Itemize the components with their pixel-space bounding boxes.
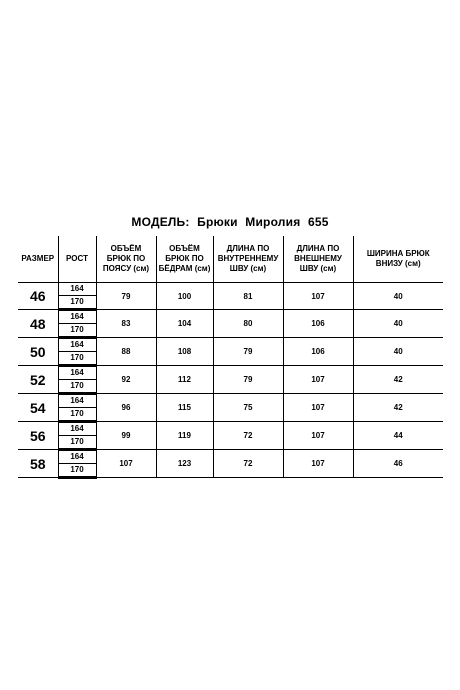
- hips-cell: 119: [156, 422, 213, 450]
- size-cell: 52: [18, 366, 58, 394]
- height-cell: 170: [58, 352, 96, 366]
- inseam-cell: 79: [213, 338, 283, 366]
- hips-cell: 100: [156, 283, 213, 310]
- waist-cell: 96: [96, 394, 156, 422]
- waist-cell: 88: [96, 338, 156, 366]
- outseam-cell: 107: [283, 366, 353, 394]
- title-item: Брюки: [197, 215, 238, 229]
- header-inseam: ДЛИНА ПО ВНУТРЕННЕМУ ШВУ (см): [213, 236, 283, 283]
- height-cell: 170: [58, 408, 96, 422]
- outseam-cell: 107: [283, 422, 353, 450]
- size-cell: 56: [18, 422, 58, 450]
- size-cell: 46: [18, 283, 58, 310]
- height-cell: 164: [58, 394, 96, 408]
- header-size: РАЗМЕР: [18, 236, 58, 283]
- inseam-cell: 72: [213, 450, 283, 478]
- title-label: МОДЕЛЬ:: [131, 215, 190, 229]
- height-cell: 164: [58, 338, 96, 352]
- bottom-width-cell: 46: [353, 450, 443, 478]
- waist-cell: 107: [96, 450, 156, 478]
- bottom-width-cell: 42: [353, 394, 443, 422]
- header-hips: ОБЪЁМ БРЮК ПО БЁДРАМ (см): [156, 236, 213, 283]
- table-row: [18, 394, 443, 408]
- header-row: [18, 236, 443, 283]
- size-cell: 48: [18, 310, 58, 338]
- outseam-cell: 107: [283, 283, 353, 310]
- height-cell: 164: [58, 450, 96, 464]
- height-cell: 164: [58, 422, 96, 436]
- hips-cell: 112: [156, 366, 213, 394]
- table-row: [18, 310, 443, 324]
- size-table: [18, 236, 443, 479]
- height-cell: 170: [58, 296, 96, 310]
- height-cell: 170: [58, 464, 96, 478]
- header-waist: ОБЪЁМ БРЮК ПО ПОЯСУ (см): [96, 236, 156, 283]
- page-title: [0, 215, 460, 229]
- inseam-cell: 81: [213, 283, 283, 310]
- waist-cell: 79: [96, 283, 156, 310]
- waist-cell: 99: [96, 422, 156, 450]
- title-code: 655: [307, 215, 329, 229]
- hips-cell: 108: [156, 338, 213, 366]
- outseam-cell: 106: [283, 310, 353, 338]
- table-row: [18, 366, 443, 380]
- height-cell: 170: [58, 436, 96, 450]
- size-cell: 58: [18, 450, 58, 478]
- table-row: [18, 422, 443, 436]
- outseam-cell: 107: [283, 394, 353, 422]
- outseam-cell: 106: [283, 338, 353, 366]
- bottom-width-cell: 42: [353, 366, 443, 394]
- bottom-width-cell: 40: [353, 310, 443, 338]
- waist-cell: 92: [96, 366, 156, 394]
- height-cell: 164: [58, 310, 96, 324]
- header-outseam: ДЛИНА ПО ВНЕШНЕМУ ШВУ (см): [283, 236, 353, 283]
- title-brand: Миролия: [245, 215, 301, 229]
- table-row: [18, 283, 443, 296]
- header-bottom-width: ШИРИНА БРЮК ВНИЗУ (см): [353, 236, 443, 283]
- height-cell: 170: [58, 324, 96, 338]
- bottom-width-cell: 40: [353, 283, 443, 310]
- height-cell: 170: [58, 380, 96, 394]
- inseam-cell: 79: [213, 366, 283, 394]
- height-cell: 164: [58, 283, 96, 296]
- size-cell: 50: [18, 338, 58, 366]
- table-row: [18, 338, 443, 352]
- bottom-width-cell: 40: [353, 338, 443, 366]
- outseam-cell: 107: [283, 450, 353, 478]
- table-row: [18, 450, 443, 464]
- hips-cell: 123: [156, 450, 213, 478]
- hips-cell: 115: [156, 394, 213, 422]
- inseam-cell: 80: [213, 310, 283, 338]
- height-cell: 164: [58, 366, 96, 380]
- size-cell: 54: [18, 394, 58, 422]
- inseam-cell: 72: [213, 422, 283, 450]
- waist-cell: 83: [96, 310, 156, 338]
- inseam-cell: 75: [213, 394, 283, 422]
- header-height: РОСТ: [58, 236, 96, 283]
- hips-cell: 104: [156, 310, 213, 338]
- bottom-width-cell: 44: [353, 422, 443, 450]
